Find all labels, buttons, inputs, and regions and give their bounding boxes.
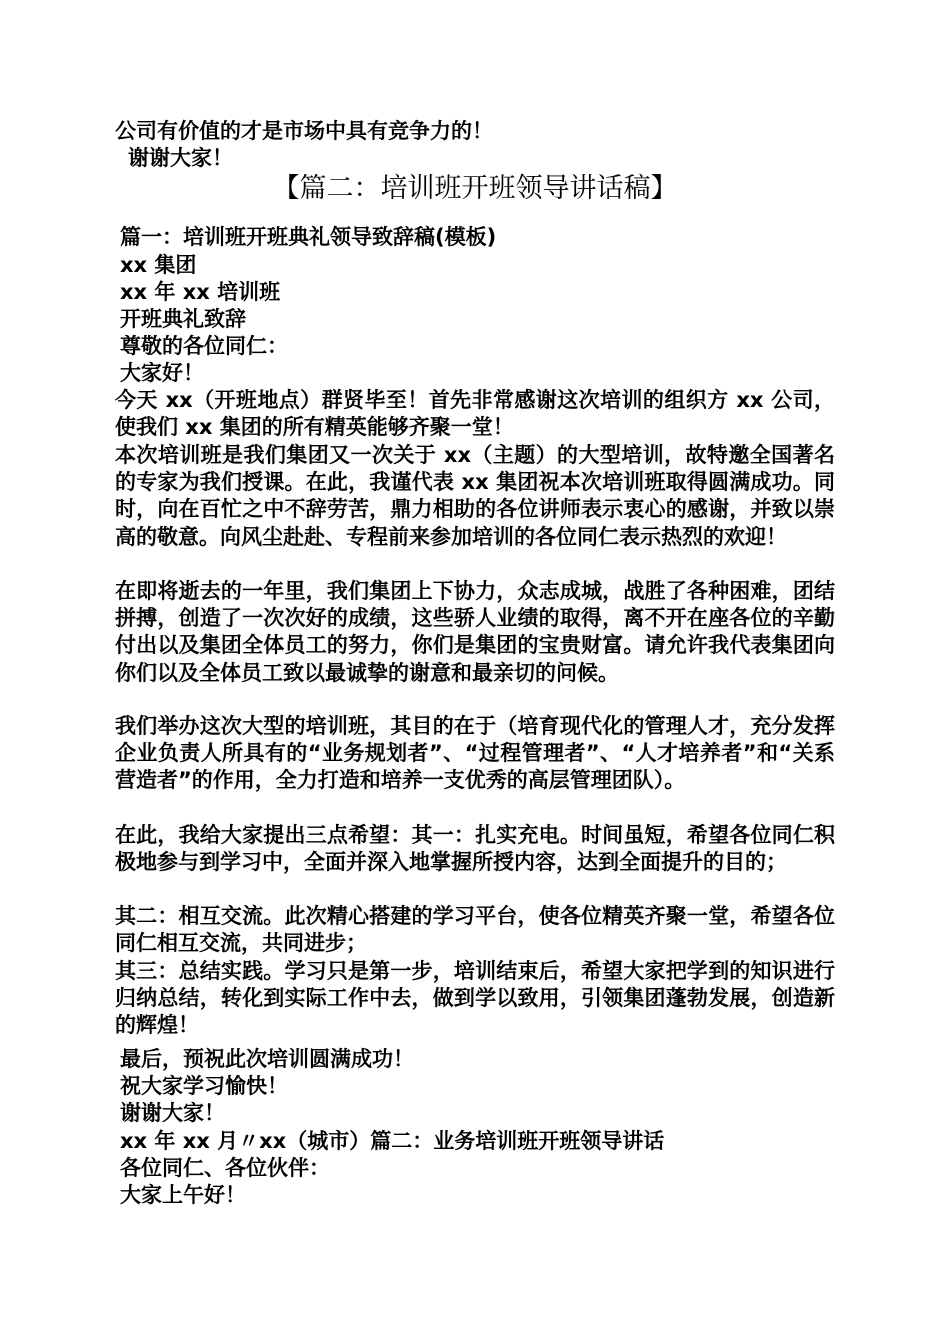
paragraph-7: 其三：总结实践。学习只是第一步，培训结束后，希望大家把学到的知识进行归纳总结，转化到实际工作中去，做到学以致用，引领集团蓬勃发展，创造新的辉煌！	[115, 959, 835, 1038]
paragraph-3: 在即将逝去的一年里，我们集团上下协力，众志成城，战胜了各种困难，团结拼搏，创造了一次次好的成绩，这些骄人业绩的取得，离不开在座各位的辛勤付出以及集团全体员工的努力，你们是集团的宝贵财富。请允许我代表集团向你们以及全体员工致以最诚挚的谢意和最亲切的问候。	[115, 579, 835, 685]
class-line: xx 年 xx 培训班	[120, 280, 281, 304]
section-title: 【篇二：培训班开班领导讲话稿】	[272, 173, 678, 204]
paragraph-2: 本次培训班是我们集团又一次关于 xx（主题）的大型培训，故特邀全国著名的专家为我们授课。在此，我谨代表 xx 集团祝本次培训班取得圆满成功。同时，向在百忙之中不辞劳苦，鼎力相助的各位讲师表示衷心的感谢，并致以崇高的敬意。向风尘赴赴、专程前来参加培训的各位同仁表示热烈的欢迎！	[115, 443, 835, 549]
paragraph-4: 我们举办这次大型的培训班，其目的在于（培育现代化的管理人才，充分发挥企业负责人所具有的“业务规划者”、“过程管理者”、“人才培养者”和“关系营造者”的作用，全力打造和培养一支优秀的高层管理团队）。	[115, 714, 835, 793]
top-line-1: 公司有价值的才是市场中具有竞争力的！	[115, 119, 493, 143]
closing-line-3: 谢谢大家！	[120, 1101, 225, 1125]
morning-greeting-line: 大家上午好！	[120, 1183, 246, 1207]
date-line: xx 年 xx 月〃xx（城市）篇二：业务培训班开班领导讲话	[120, 1129, 665, 1153]
top-line-2: 谢谢大家！	[128, 146, 233, 170]
closing-line-2: 祝大家学习愉快！	[120, 1074, 288, 1098]
paragraph-5: 在此，我给大家提出三点希望：其一：扎实充电。时间虽短，希望各位同仁积极地参与到学习中，全面并深入地掌握所授内容，达到全面提升的目的；	[115, 823, 835, 875]
greeting-line: 大家好！	[120, 361, 204, 385]
heading-line: 篇一：培训班开班典礼领导致辞稿(模板)	[120, 225, 497, 249]
ceremony-line: 开班典礼致辞	[120, 307, 246, 331]
paragraph-6: 其二：相互交流。此次精心搭建的学习平台，使各位精英齐聚一堂，希望各位同仁相互交流，共同进步；	[115, 904, 835, 956]
address-line: 各位同仁、各位伙伴：	[120, 1156, 330, 1180]
salutation-line: 尊敬的各位同仁：	[120, 334, 288, 358]
group-line: xx 集团	[120, 253, 197, 277]
paragraph-1: 今天 xx（开班地点）群贤毕至！首先非常感谢这次培训的组织方 xx 公司，使我们 xx 集团的所有精英能够齐聚一堂！	[115, 388, 835, 440]
closing-line-1: 最后，预祝此次培训圆满成功！	[120, 1047, 414, 1071]
